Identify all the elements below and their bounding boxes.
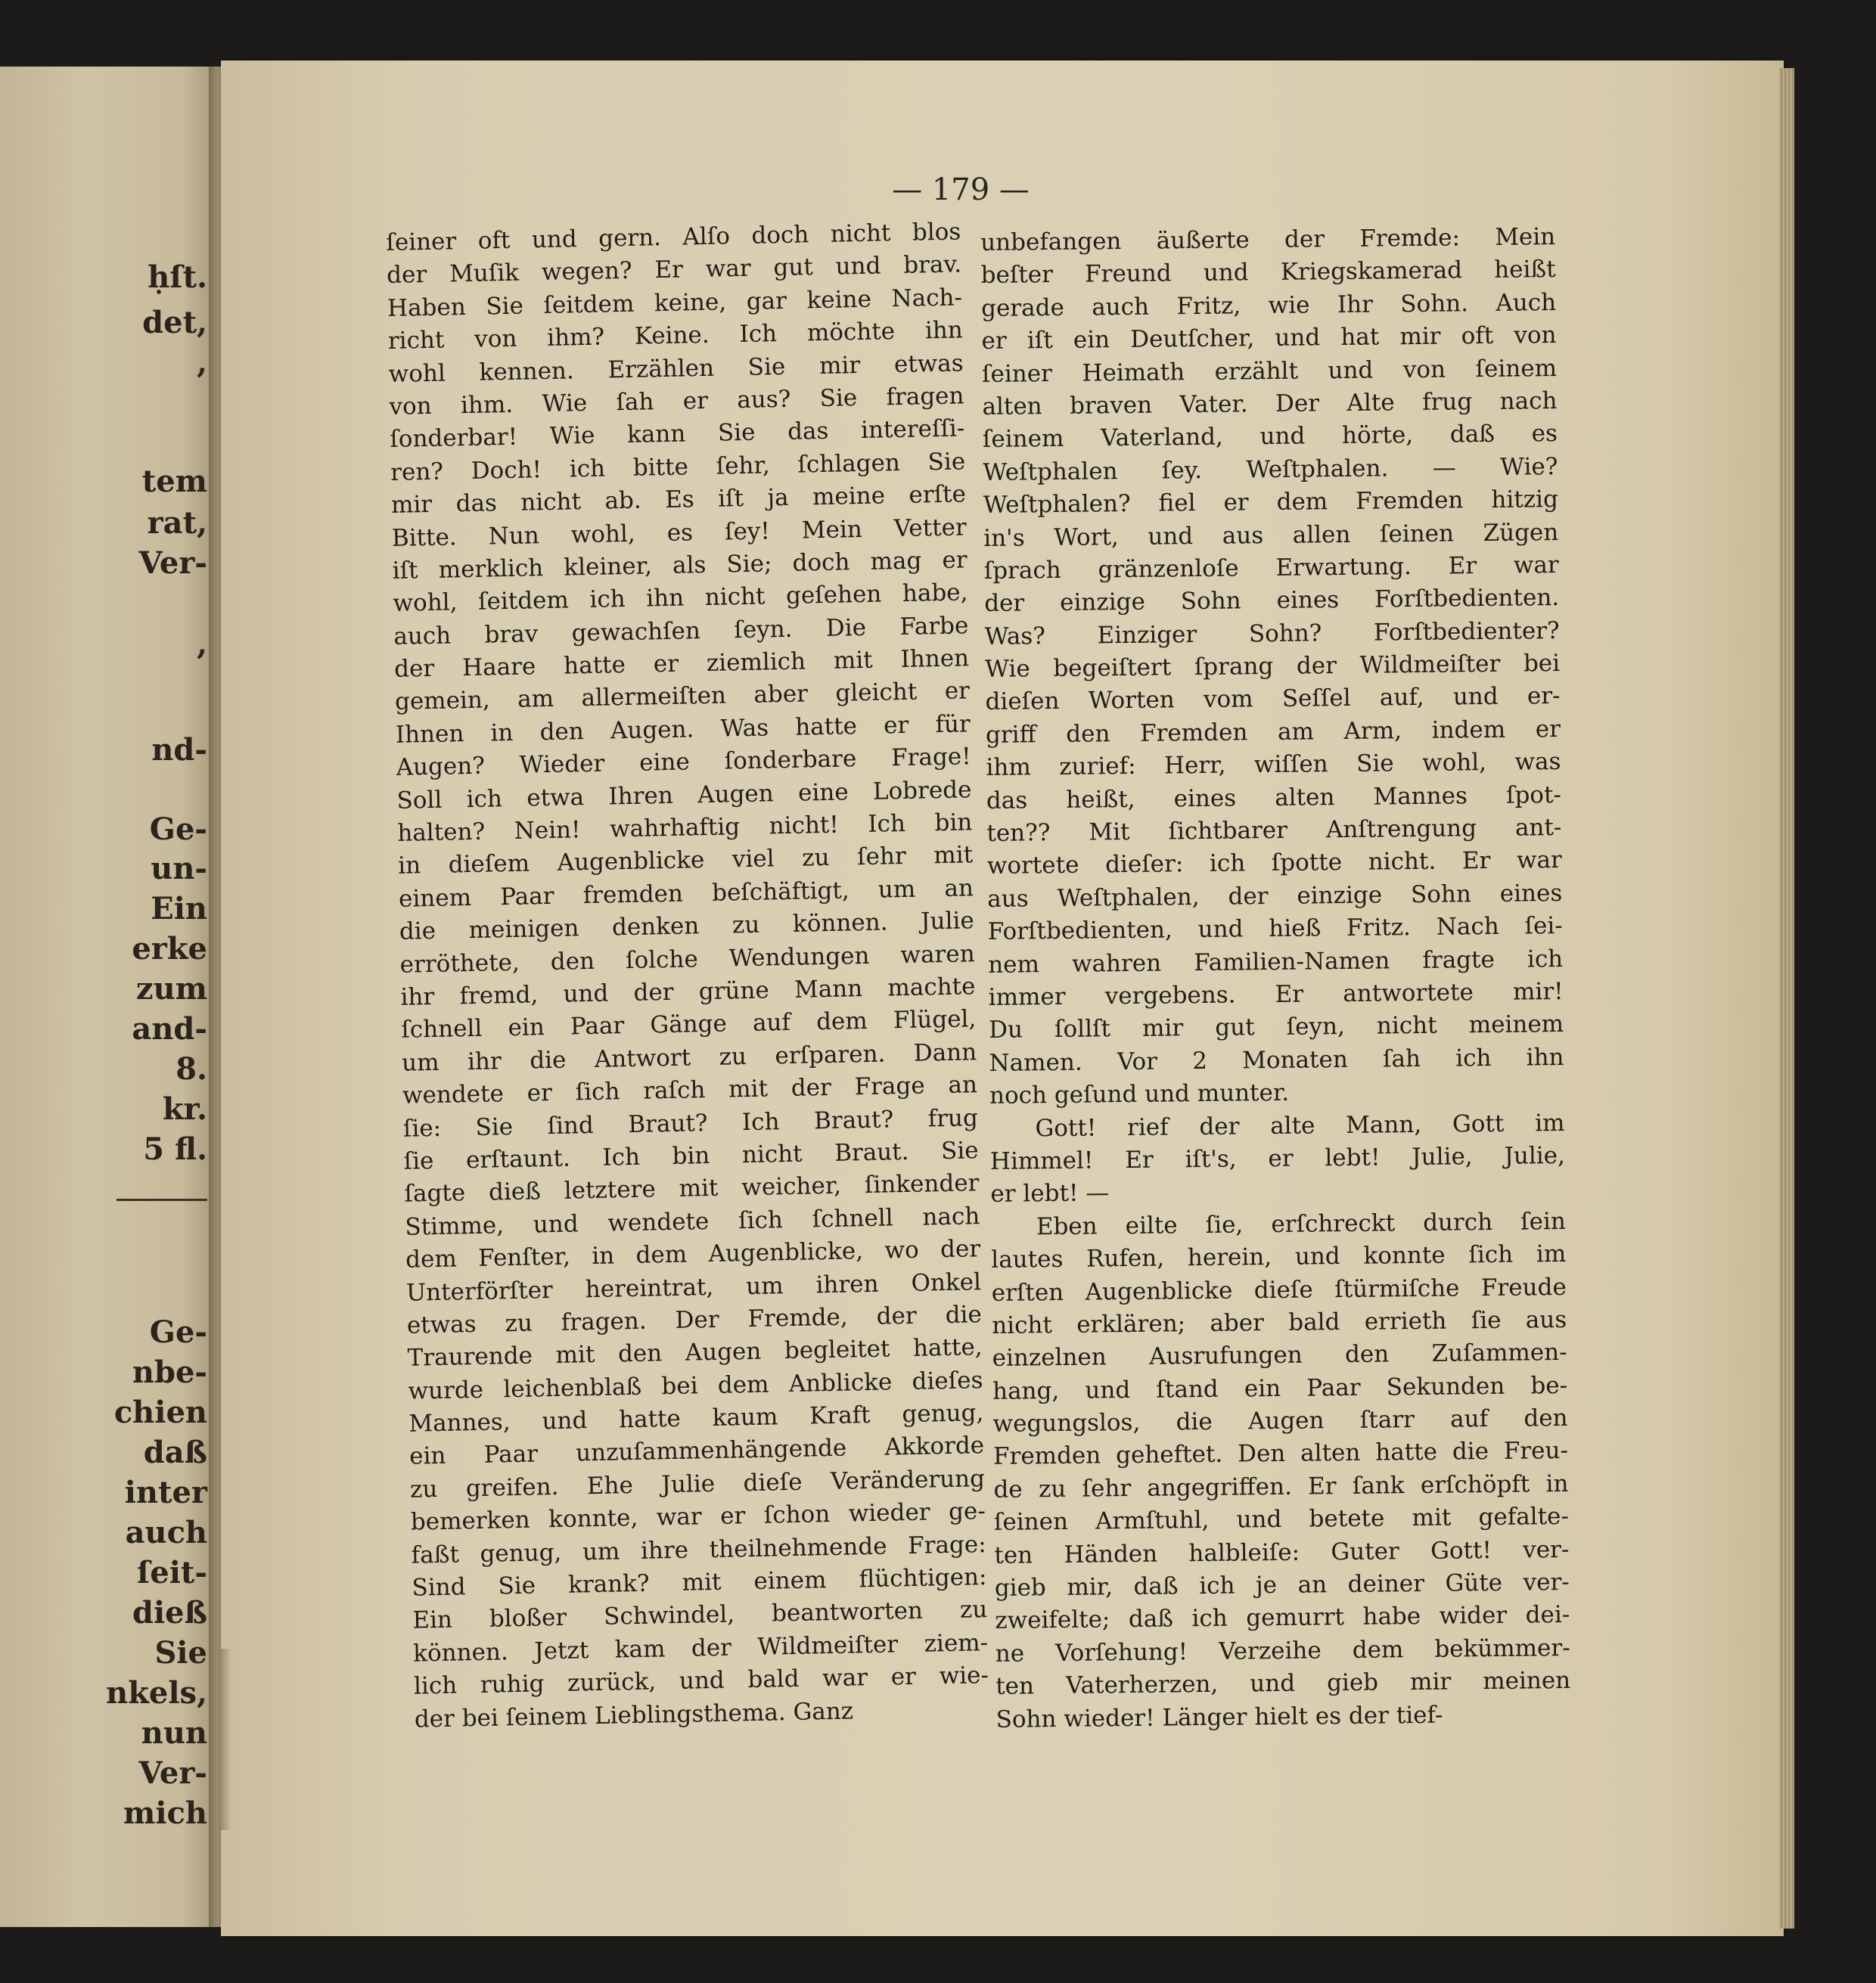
text-line: dieſen Worten vom Seſſel auf, und er- (985, 682, 1561, 716)
text-line: können. Jetzt kam der Wildmeiſter ziem- (412, 1628, 989, 1668)
left-page-rule (116, 1199, 207, 1201)
text-line: ſeinem Vaterland, und hörte, daß es (982, 420, 1558, 454)
left-fragment: inter (124, 1475, 207, 1510)
left-fragment: chien (113, 1395, 207, 1430)
text-line: der Haare hatte er ziemlich mit Ihnen (393, 644, 970, 683)
text-line: gerade auch Fritz, wie Ihr Sohn. Auch (980, 288, 1557, 322)
left-fragment: ſeit- (137, 1555, 207, 1590)
text-line: mir das nicht ab. Es iſt ja meine erſte (390, 480, 967, 520)
left-fragment: erke (132, 931, 207, 967)
text-line: Sohn wieder! Länger hielt es der tief- (995, 1701, 1443, 1733)
text-line: wohl kennen. Erzählen Sie mir etwas (388, 349, 964, 388)
text-line: einzelnen Ausrufungen den Zuſammen- (992, 1339, 1567, 1373)
text-line: Unterförſter hereintrat, um ihren Onkel (405, 1268, 982, 1307)
left-fragment: nd- (151, 732, 207, 768)
left-fragment: nun (141, 1715, 207, 1751)
text-line: ten Vaterherzen, und gieb mir meinen (995, 1667, 1571, 1701)
text-line: aus Weſtphalen, der einzige Sohn eines (987, 879, 1563, 913)
text-line: ein Paar unzuſammenhängende Akkorde (408, 1432, 985, 1471)
text-line: wegungslos, die Augen ſtarr auf den (992, 1404, 1568, 1438)
left-fragment: Ein (151, 891, 207, 926)
left-fragment: mich (123, 1795, 207, 1831)
text-line: beſter Freund und Kriegskamerad heißt (980, 256, 1556, 290)
text-line: nem wahren Familien-Namen fragte ich (988, 945, 1564, 979)
left-fragment: un- (151, 851, 207, 886)
text-line: gieb mir, daß ich je an deiner Güte ver- (994, 1568, 1570, 1602)
text-line: ſchnell ein Paar Gänge auf dem Flügel, (401, 1005, 977, 1044)
left-fragment: Ver- (138, 545, 207, 581)
text-line: ihr fremd, und der grüne Mann machte (400, 973, 976, 1011)
left-facing-page (0, 67, 213, 1927)
page-edges (1779, 68, 1794, 1929)
text-line: in's Wort, und aus allen ſeinen Zügen (983, 518, 1559, 552)
text-line: Soll ich etwa Ihren Augen eine Lobrede (396, 775, 972, 815)
text-line: nicht erklären; aber bald errieth ſie aus (992, 1305, 1567, 1339)
text-line: ne Vorſehung! Verzeihe dem bekümmer- (995, 1634, 1570, 1668)
text-line: halten? Nein! wahrhaftig nicht! Ich bin (397, 808, 973, 847)
text-line: erröthete, den ſolche Wendungen waren (399, 939, 975, 979)
text-line: Stimme, und wendete ſich ſchnell nach (405, 1202, 980, 1241)
text-line: er lebt! — (990, 1179, 1110, 1209)
text-line: Ihnen in den Augen. Was hatte er für (395, 710, 971, 749)
text-line: Traurende mit den Augen begleitet hatte, (407, 1333, 983, 1373)
left-fragment: ḥſt. (148, 259, 207, 295)
text-line: wendete er ſich raſch mit der Frage an (402, 1071, 978, 1109)
text-line: zu greifen. Ehe Julie dieſe Veränderung (409, 1464, 986, 1504)
left-fragment: Ge- (149, 1314, 207, 1350)
text-line: Forſtbedienten, und hieß Fritz. Nach ſei- (987, 912, 1563, 946)
left-fragment: det, (142, 305, 207, 340)
text-line: hang, und ſtand ein Paar Sekunden be- (992, 1371, 1568, 1405)
text-line: zweifelte; daß ich gemurrt habe wider dei- (995, 1601, 1570, 1635)
text-line: de zu ſehr angegriffen. Er ſank erſchöpft in (993, 1469, 1569, 1504)
text-line: Haben Sie ſeitdem keine, gar keine Nach- (387, 284, 963, 322)
text-line: dem Fenſter, in dem Augenblicke, wo der (405, 1235, 981, 1274)
left-fragment: nbe- (132, 1355, 207, 1390)
text-line: wortete dieſer: ich ſpotte nicht. Er war (986, 846, 1562, 880)
text-line: alten braven Vater. Der Alte frug nach (982, 386, 1558, 420)
left-fragment: Ver- (138, 1755, 207, 1791)
text-line: erſten Augenblicke dieſe ſtürmiſche Freude (991, 1273, 1567, 1307)
text-line: Eben eilte ſie, erſchreckt durch ſein (1036, 1207, 1566, 1241)
left-fragment: daß (143, 1435, 207, 1470)
text-line: ten?? Mit ſichtbarer Anſtrengung ant- (986, 814, 1562, 847)
text-line: wohl, ſeitdem ich ihn nicht geſehen habe, (393, 579, 968, 618)
text-line: Himmel! Er iſt's, er lebt! Julie, Julie, (989, 1141, 1566, 1175)
text-line: faßt genug, um ihre theilnehmende Frage: (411, 1530, 986, 1569)
text-line: etwas zu fragen. Der Fremde, der die (406, 1301, 983, 1339)
text-line: ſagte dieß letztere mit weicher, ſinkender (404, 1169, 980, 1209)
text-line: ren? Doch! ich bitte ſehr, ſchlagen Sie (390, 448, 966, 486)
text-line: der Muſik wegen? Er war gut und brav. (386, 250, 962, 290)
left-fragment: rat, (147, 505, 207, 541)
text-line: ihm zurief: Herr, wiſſen Sie wohl, was (986, 748, 1561, 782)
text-line: ten Händen halbleiſe: Guter Gott! ver- (994, 1535, 1570, 1569)
text-line: das heißt, eines alten Mannes ſpot- (986, 780, 1562, 815)
text-line: wurde leichenblaß bei dem Anblicke dieſes (408, 1366, 983, 1405)
text-line: immer vergebens. Er antwortete mir! (988, 977, 1564, 1011)
text-line: ſie: Sie ſind Braut? Ich Braut? frug (402, 1103, 979, 1143)
text-line: der einzige Sohn eines Forſtbedienten. (984, 584, 1560, 618)
text-line: Du ſollſt mir gut ſeyn, nicht meinem (988, 1010, 1564, 1044)
text-line: Mannes, und hatte kaum Kraft genug, (408, 1399, 984, 1438)
left-fragment: Ge- (149, 812, 207, 847)
text-line: unbefangen äußerte der Fremde: Mein (980, 223, 1556, 256)
page-number: — 179 — (892, 172, 1030, 207)
text-line: bemerken konnte, war er ſchon wieder ge- (410, 1497, 986, 1536)
left-fragment: kr. (162, 1091, 207, 1127)
text-line: er iſt ein Deutſcher, und hat mir oft von (981, 321, 1557, 355)
left-fragment: , (197, 626, 207, 662)
text-line: Weſtphalen ſey. Weſtphalen. — Wie? (983, 452, 1558, 486)
text-line: Fremden geheftet. Den alten hatte die Freu- (992, 1437, 1569, 1471)
left-fragment: nkels, (106, 1675, 207, 1711)
text-line: Weſtphalen? fiel er dem Fremden hitzig (983, 486, 1559, 520)
left-fragment: zum (135, 971, 207, 1007)
text-line: auch brav gewachſen ſeyn. Die Farbe (393, 612, 969, 650)
text-line: von ihm. Wie ſah er aus? Sie fragen (389, 382, 964, 420)
text-line: iſt merklich kleiner, als Sie; doch mag er (392, 546, 968, 585)
text-line: ſprach gränzenloſe Erwartung. Er war (983, 551, 1559, 585)
text-line: gemein, am allermeiſten aber gleicht er (394, 677, 971, 716)
text-line: Ein bloßer Schwindel, beantworten zu (412, 1596, 988, 1635)
text-line: richt von ihm? Keine. Ich möchte ihn (387, 316, 964, 355)
text-column-right (980, 221, 1571, 1736)
page-shadow (221, 1649, 231, 1830)
text-line: Bitte. Nun wohl, es ſey! Mein Vetter (391, 513, 968, 552)
text-line: lautes Rufen, herein, und konnte ſich im (991, 1240, 1567, 1274)
left-fragment: auch (125, 1515, 207, 1550)
text-line: ſeiner Heimath erzählt und von ſeinem (981, 354, 1558, 388)
text-line: Namen. Vor 2 Monaten ſah ich ihn (989, 1043, 1564, 1077)
left-fragment: 8. (175, 1051, 207, 1087)
text-line: lich ruhig zurück, und bald war er wie- (413, 1662, 989, 1700)
text-line: Augen? Wieder eine ſonderbare Frage! (396, 743, 971, 782)
left-fragment: tem (141, 464, 207, 499)
left-fragment: dieß (132, 1595, 207, 1631)
text-line: in dieſem Augenblicke viel zu ſehr mit (397, 841, 974, 880)
text-line: Wie begeiſtert ſprang der Wildmeiſter bei (984, 650, 1561, 684)
text-line: einem Paar fremden beſchäftigt, um an (398, 874, 974, 913)
text-line: der bei ſeinem Lieblingsthema. Ganz (414, 1697, 854, 1733)
text-line: um ihr die Antwort zu erſparen. Dann (401, 1038, 977, 1077)
text-line: griff den Fremden am Arm, indem er (985, 715, 1561, 749)
left-fragment: , (197, 345, 207, 380)
text-line: die meinigen denken zu können. Julie (399, 907, 975, 946)
left-fragment: 5 fl. (143, 1131, 207, 1167)
text-line: noch geſund und munter. (989, 1078, 1290, 1110)
text-line: ſonderbar! Wie kann Sie das intereſſi- (390, 414, 965, 454)
text-line: ſeiner oft und gern. Alſo doch nicht blos (386, 218, 961, 256)
text-line: Was? Einziger Sohn? Forſtbedienter? (984, 616, 1560, 650)
text-line: ſeinen Armſtuhl, und betete mit gefalte- (993, 1503, 1570, 1537)
text-line: Sind Sie krank? mit einem flüchtigen: (412, 1563, 987, 1602)
left-fragment: and- (132, 1011, 207, 1047)
left-page-text-fragments (3, 67, 207, 1927)
left-fragment: Sie (154, 1635, 207, 1671)
text-line: ſie erſtaunt. Ich bin nicht Braut. Sie (403, 1137, 979, 1175)
text-column-left (386, 216, 989, 1736)
text-line: Gott! rief der alte Mann, Gott im (1035, 1109, 1565, 1142)
